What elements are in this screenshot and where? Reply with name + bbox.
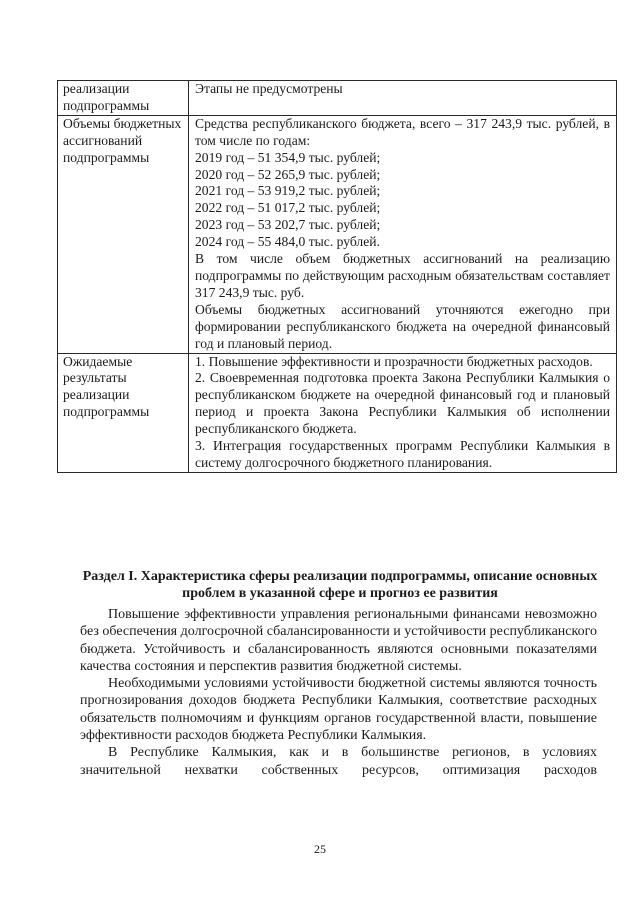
row-content	[189, 81, 617, 116]
paragraph: Необходимыми условиями устойчивости бюджетной системы являются точность прогнозирования доходов бюджета Республики Калмыкия, соответствие расходных обязательств полномочиям и функциям органов государственной власти, повышение эффективности расходов бюджета Республики Калмыкия.	[80, 676, 597, 744]
page-number: 25	[314, 842, 326, 856]
content-line: 2021 год – 53 919,2 тыс. рублей;	[195, 183, 381, 199]
content-line: 2020 год – 52 265,9 тыс. рублей;	[195, 166, 381, 182]
content-line: 2019 год – 51 354,9 тыс. рублей;	[195, 149, 381, 165]
row-content	[189, 353, 617, 472]
body-text	[80, 606, 597, 779]
content-line: Средства республиканского бюджета, всего – 317 243,9 тыс. рублей, в том числе по годам:	[195, 115, 610, 148]
section-heading: Раздел I. Характеристика сферы реализации подпрограммы, описание основных проблем в указанной сфере и прогноз ее развития	[82, 569, 598, 601]
row-content	[189, 115, 617, 353]
content-line: 1. Повышение эффективности и прозрачности бюджетных расходов.	[195, 353, 593, 369]
table-row	[58, 81, 617, 116]
content-line: 3. Интеграция государственных программ Республики Калмыкия в систему долгосрочного бюджетного планирования.	[195, 438, 610, 470]
row-label: реализации подпрограммы	[58, 81, 189, 116]
row-label: Объемы бюджетных ассигнований подпрограммы	[58, 115, 189, 353]
table-row	[58, 353, 617, 472]
content-line: 2. Своевременная подготовка проекта Закона Республики Калмыкия о республиканском бюджете на очередной финансовый год и плановый период и проекта Закона Республики Калмыкия об исполнении республиканского бюджета.	[195, 370, 610, 437]
content-line: 2024 год – 55 484,0 тыс. рублей.	[195, 234, 380, 250]
paragraph: Повышение эффективности управления региональными финансами невозможно без обеспечения долгосрочной сбалансированности и устойчивости республиканского бюджета. Устойчивость и сбалансированность являются основными показателями качества состояния и перспектив развития бюджетной системы.	[80, 607, 597, 674]
content-line: Этапы не предусмотрены	[195, 81, 343, 96]
content-line: Объемы бюджетных ассигнований уточняются ежегодно при формировании республиканского бюджета на очередной финансовый год и плановый период.	[195, 301, 610, 351]
content-line: В том числе объем бюджетных ассигнований на реализацию подпрограммы по действующим расходным обязательствам составляет 317 243,9 тыс. руб.	[195, 251, 610, 300]
subprogram-passport-table	[57, 80, 617, 473]
content-line: 2022 год – 51 017,2 тыс. рублей;	[195, 200, 381, 216]
content-line: 2023 год – 53 202,7 тыс. рублей;	[195, 217, 381, 233]
row-label: Ожидаемые результаты реализации подпрограммы	[58, 353, 189, 472]
paragraph: В Республике Калмыкия, как и в большинстве регионов, в условиях значительной нехватки собственных ресурсов, оптимизация расходов	[80, 745, 597, 778]
table-row	[58, 115, 617, 353]
